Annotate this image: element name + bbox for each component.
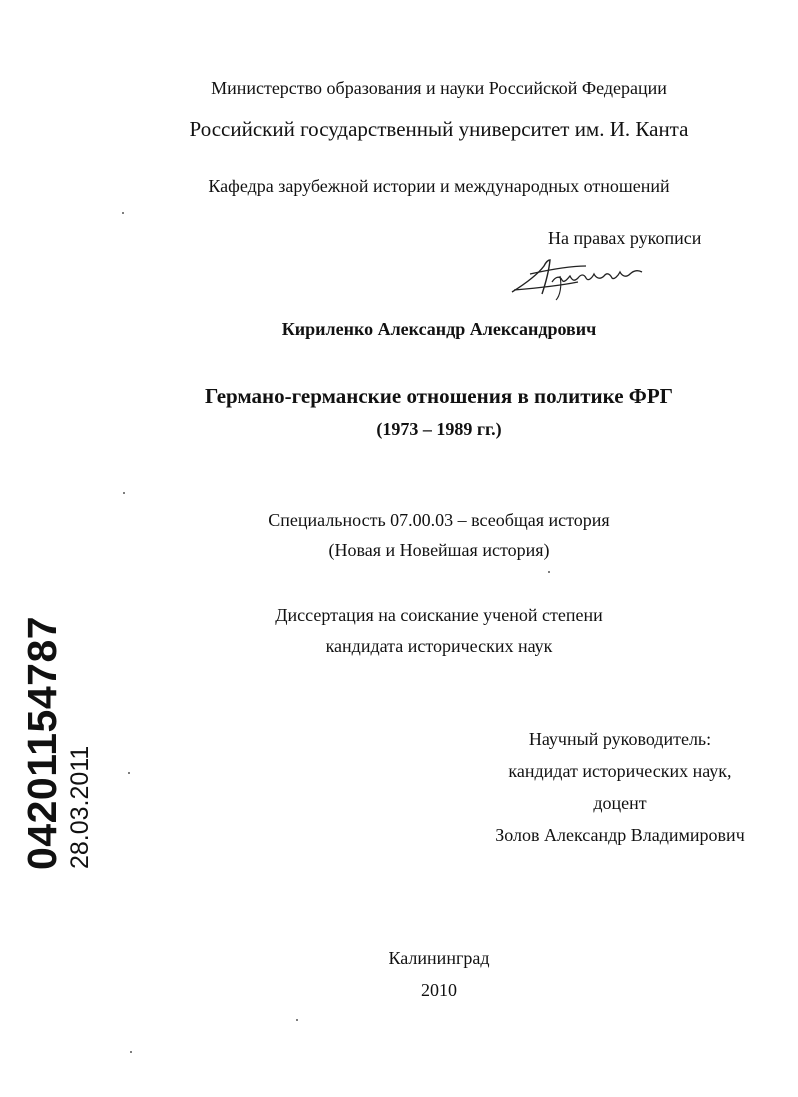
degree-line-1: Диссертация на соискание ученой степени — [275, 605, 603, 625]
supervisor-degree: кандидат исторических наук, — [508, 761, 732, 781]
author-name: Кириленко Александр Александрович — [281, 319, 597, 339]
dissertation-years: (1973 – 1989 гг.) — [376, 419, 502, 439]
dissertation-title: Германо-германские отношения в политике ФРГ — [204, 384, 674, 408]
library-stamp — [20, 616, 94, 870]
scan-speck — [128, 772, 130, 774]
author-signature — [508, 252, 653, 302]
scan-speck — [123, 492, 125, 494]
supervisor-role: Научный руководитель: — [528, 729, 712, 749]
scan-speck — [548, 571, 550, 573]
degree-line-2: кандидата исторических наук — [325, 636, 553, 656]
manuscript-note: На правах рукописи — [548, 228, 702, 248]
year: 2010 — [421, 980, 457, 1000]
specialty-subline: (Новая и Новейшая история) — [328, 540, 550, 560]
supervisor-name: Золов Александр Владимирович — [495, 825, 745, 845]
specialty-line: Специальность 07.00.03 – всеобщая история — [268, 510, 610, 530]
stamp-number: 04201154787 — [19, 615, 65, 870]
university-line: Российский государственный университет им. И. Канта — [189, 117, 689, 141]
scan-speck — [130, 1051, 132, 1053]
department-line: Кафедра зарубежной истории и международных отношений — [208, 176, 670, 196]
ministry-line: Министерство образования и науки Российской Федерации — [211, 78, 667, 98]
scan-speck — [296, 1019, 298, 1021]
supervisor-title: доцент — [593, 793, 647, 813]
stamp-date: 28.03.2011 — [66, 745, 94, 869]
scan-speck — [122, 212, 124, 214]
city: Калининград — [388, 948, 490, 968]
